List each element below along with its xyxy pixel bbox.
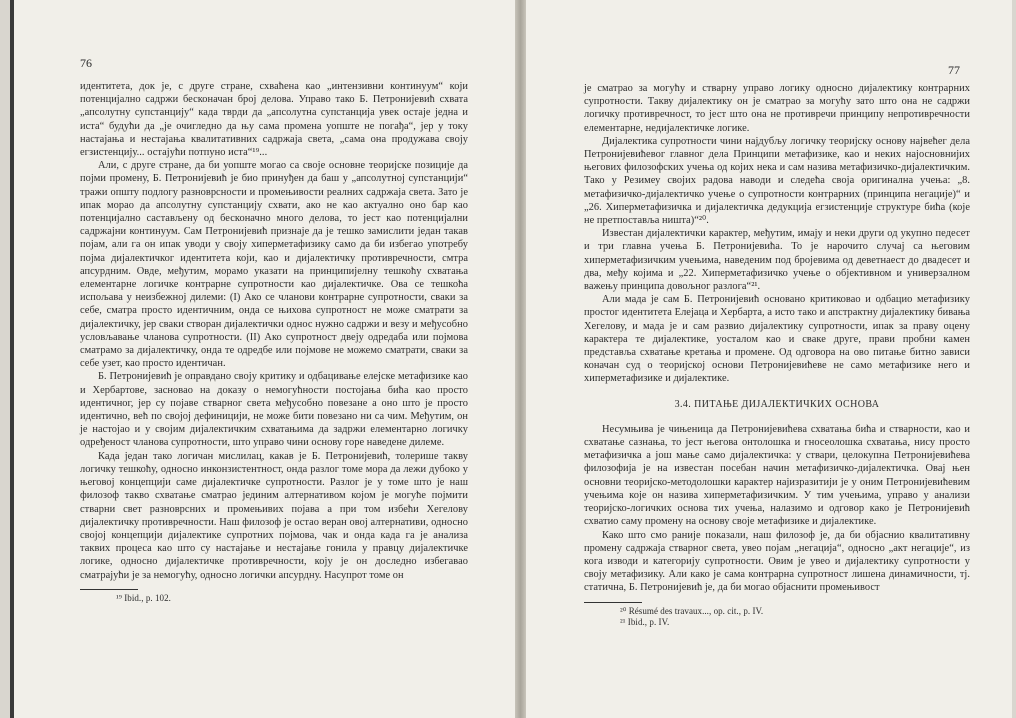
book-gutter <box>515 0 526 718</box>
footnote: ²¹ Ibid., p. IV. <box>620 616 670 627</box>
left-page <box>10 0 515 718</box>
footnote: ¹⁹ Ibid., p. 102. <box>116 592 171 603</box>
paragraph: је сматрао за могућу и стварну управо логику односно дијалектику контрарних супротности. Такву дијалектику он је сматрао за могућу зато што она не садржи логичку противречност, то јест што она не противречи принципу непротивречности елементарне, недијалектичке логике. <box>584 83 970 134</box>
page-body <box>584 82 970 628</box>
paragraph: Несумњива је чињеница да Петронијевићева схватања бића и стварности, као и схватање сазнања, то јест његова онтолошка и гносеолошка схватања, нису просто метафизичка а још мање само дијалектичка: у ствари, целокупна Петронијевићева филозофија је на известан посебан начин метафизичко-дијалектичка. Овај њен основни теоријско-методолошки карактер најизразитији је у оним Петронијевићевим учењима које он назива хиперметафизичким. У тим учењима, управо у анализи теоријско-логичких основа тих учења, налазимо и одговор како је Петронијевић схватио саму промену на основу своје метафизике и дијалектике. <box>584 423 970 528</box>
section-heading: 3.4. ПИТАЊЕ ДИЈАЛЕКТИЧКИХ ОСНОВА <box>674 398 880 410</box>
footnote: ²⁰ Résumé des travaux..., op. cit., p. IV. <box>620 605 764 616</box>
paragraph: Б. Петронијевић је оправдано своју критику и одбацивање елејске метафизике као и Хербартове, засновао на доказу о немогућности постојања бића као просто идентичног, јер су појаве стварног света међусобно повезане а оно што је просто идентично, већ по својој дефиницији, не може бити повезано ни са чим. Међутим, он је настојао и у својим дијалектичким схватањима да задржи елементарно логичку одређеност чланова супротности, што управо чини основу горе наведене дилеме. <box>80 371 468 449</box>
paragraph: Када један тако логичан мислилац, какав је Б. Петронијевић, толерише такву логичку тешкоћу, односно инконзистентност, онда разлог томе мора да лежи дубоко у његовој концепцији саме дијалектичке супротности. Разлог је у томе што је наш филозоф такво схватање сматрао јединим алтернативом којом је могуће појмити стварни свет разноврсних и промењивих појава а при том избећи Хегелову дијалектичку противречности. Наш филозоф је остао веран овој алтернативи, односно својој концепцији дијалектике супротних појмова, чак и онда када га је анализа таквих процеса као што су настајање и нестајање гонила у правцу дијалектичке логике, односно дијалектичке противречности, коју је он доследно избегавао сматрајући је за немогућу, односно логички апсурдну. Насупрот томе он <box>80 450 468 581</box>
footnote-rule <box>584 602 642 603</box>
paragraph: Али мада је сам Б. Петронијевић основано критиковао и одбацио метафизику простог идентитета Елејаца и Хербарта, а исто тако и апстрактну дијалектику бивања Хегелову, и мада је и сам развио дијалектику супротности, ипак за праву оцену карактера те дијалектике, уосталом као и сваке друге, прави пробни камен представља схватање кретања и промене. Од одговора на ово питање битно зависи коначан суд о теоријској основи Петронијевићеве не само метафизике него и хиперметафизике и дијалектике. <box>584 294 970 385</box>
paragraph: Како што смо раније показали, наш филозоф је, да би објаснио квалитативну промену садржаја стварног света, увео појам „негација“, односно „акт негације“, из кога изводи и категорију супротности. Овим је увео и дијалектику супротности у своју метафизику. Али како је сама контрарна супротност лишена динамичности, тј. статична, Б. Петронијевић је, да би могао објаснити промењивост <box>584 529 970 594</box>
page-number: 76 <box>80 56 92 70</box>
footnote-rule <box>80 589 138 590</box>
page-body <box>80 80 468 604</box>
paragraph: идентитета, док је, с друге стране, схваћена као „интензивни континуум“ који потенцијално садржи бесконачан број делова. Управо тако Б. Петронијевић схвата „апсолутну супстанцију“ када тврди да „апсолутна супстанција увек остаје једна и иста“ будући да „је очигледно да њу сама промена уопште не погађа“, јер у току настајања и нестајања квалитативних садржаја света, „сама она продужава своју егзистенцију... остајући потпуно иста“¹⁹... <box>80 81 468 159</box>
paragraph: Дијалектика супротности чини најдубљу логичку теоријску основу највећег дела Петронијевићевог главног дела Принципи метафизике, као и неких најосновнијих његових филозофских учења од којих нека и сам назива метафизичко-дијалектичким. Тако у Резимеу својих радова наводи и следећа своја оригинална учења: „8. метафизичко-дијалектичко учење о супротности контрарних (принципа негације)“ и „26. Хиперметафизичка и дијалектичка дедукција егзистенције структуре бића (које не претпоставља ништа)“²⁰. <box>584 135 970 227</box>
page-number: 77 <box>948 63 960 77</box>
right-page <box>526 0 1012 718</box>
paragraph: Али, с друге стране, да би уопште могао са своје основне теоријске позиције да појми промену, Б. Петронијевић је био принуђен да баш у „апсолутној супстанцији“ тражи општу подлогу разноврсности и промењивости реалних садржаја света. Зато је ипак морао да апсолутну супстанцију схвати, ако не као актуално оно бар као потенцијално састављену од бесконачно много делова, то јест као потенцијални садржајни континуум. Сам Петронијевић признаје да је тешко замислити један такав појам, али га он ипак уводи у своју хиперметафизику само да би избегао употребу појма дијалектичког идентитета који, као и дијалектичку противречности, смтра апсурдним. Овде, међутим, морамо указати на принципијелну тешкоћу схватања елементарне логичке контрарне супротности као дијалектичке. Ова се тешкоћа испољава у неизбежној дилеми: (I) Ако се чланови контрарне супротности, сваки за себе, сматра просто идентичним, онда се њихова супротност не може сматрати за дијалектичку, јер сваки створан дијалектички однос нужно садржи и везу и међусобно условљавање чланова супротности. (II) Ако супротност двеју одредаба или појмова сматрамо за дијалектичку, онда те одредбе или појмове не можемо сматрати, сваки за себе узет, као просто идентичан. <box>80 160 468 370</box>
paragraph: Известан дијалектички карактер, међутим, имају и неки други од укупно педесет и три главна учења Б. Петронијевића. То је нарочито случај са његовим хиперметафизичким учењима, наведеним под бројевима од деветнаест до двадесет и два, међу којима и „22. Хиперметафизичко учење о објективном и универзалном важењу принципа довољног разлога“²¹. <box>584 228 970 293</box>
